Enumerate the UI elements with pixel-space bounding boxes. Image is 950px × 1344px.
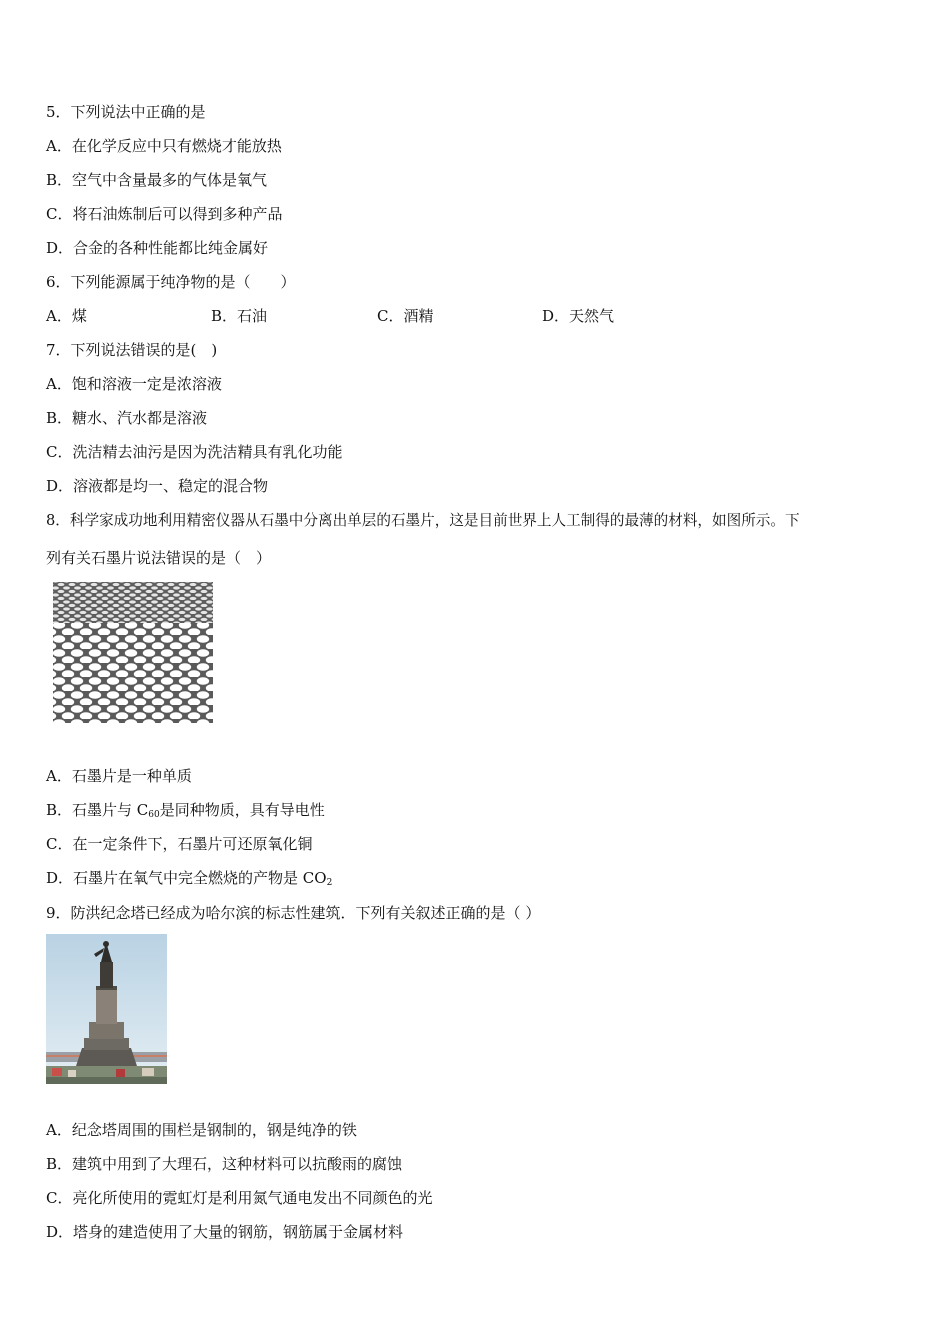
q8-option-b-text: B．石墨片与 C [46,801,149,819]
graphene-lattice-figure [50,579,216,727]
q8-option-d-subscript: 2 [326,878,333,888]
q6-option-d: D．天然气 [542,307,615,325]
q8-option-b-text-end: 是同种物质，具有导电性 [159,801,325,819]
q6-option-c: C．酒精 [377,307,434,325]
q8-option-c: C．在一定条件下，石墨片可还原氧化铜 [46,835,313,853]
q7-stem: 7．下列说法错误的是( ) [46,341,218,359]
q8-stem-line1: 8．科学家成功地利用精密仪器从石墨中分离出单层的石墨片，这是目前世界上人工制得的最薄的材料，如图所示。下 [46,512,800,529]
q8-option-d-text: D．石墨片在氧气中完全燃烧的产物是 CO [46,869,327,887]
q5-stem: 5．下列说法中正确的是 [46,103,206,121]
q6-option-b: B．石油 [211,307,268,325]
q7-option-a: A．饱和溶液一定是浓溶液 [46,375,222,393]
q8-option-a: A．石墨片是一种单质 [46,767,192,785]
q6-option-a: A．煤 [46,307,87,325]
q9-option-d: D．塔身的建造使用了大量的钢筋，钢筋属于金属材料 [46,1223,404,1241]
q9-option-c: C．亮化所使用的霓虹灯是利用氮气通电发出不同颜色的光 [46,1189,433,1207]
q7-option-d: D．溶液都是均一、稳定的混合物 [46,477,269,495]
q8-option-d [46,868,332,893]
q9-option-b: B．建筑中用到了大理石，这种材料可以抗酸雨的腐蚀 [46,1155,403,1173]
q7-option-c: C．洗洁精去油污是因为洗洁精具有乳化功能 [46,443,343,461]
q6-stem: 6．下列能源属于纯净物的是（ ） [46,273,296,291]
q8-option-b [46,800,325,825]
flood-memorial-tower-photo [46,934,167,1084]
q5-option-c: C．将石油炼制后可以得到多种产品 [46,205,283,223]
q9-option-a: A．纪念塔周围的围栏是钢制的，钢是纯净的铁 [46,1121,357,1139]
q7-option-b: B．糖水、汽水都是溶液 [46,409,208,427]
q8-option-b-subscript: 60 [148,810,160,820]
q9-stem: 9．防洪纪念塔已经成为哈尔滨的标志性建筑．下列有关叙述正确的是（ ） [46,904,541,922]
q8-stem-line2: 列有关石墨片说法错误的是（ ） [46,549,272,567]
q5-option-a: A．在化学反应中只有燃烧才能放热 [46,137,282,155]
q5-option-d: D．合金的各种性能都比纯金属好 [46,239,269,257]
q5-option-b: B．空气中含量最多的气体是氧气 [46,171,268,189]
